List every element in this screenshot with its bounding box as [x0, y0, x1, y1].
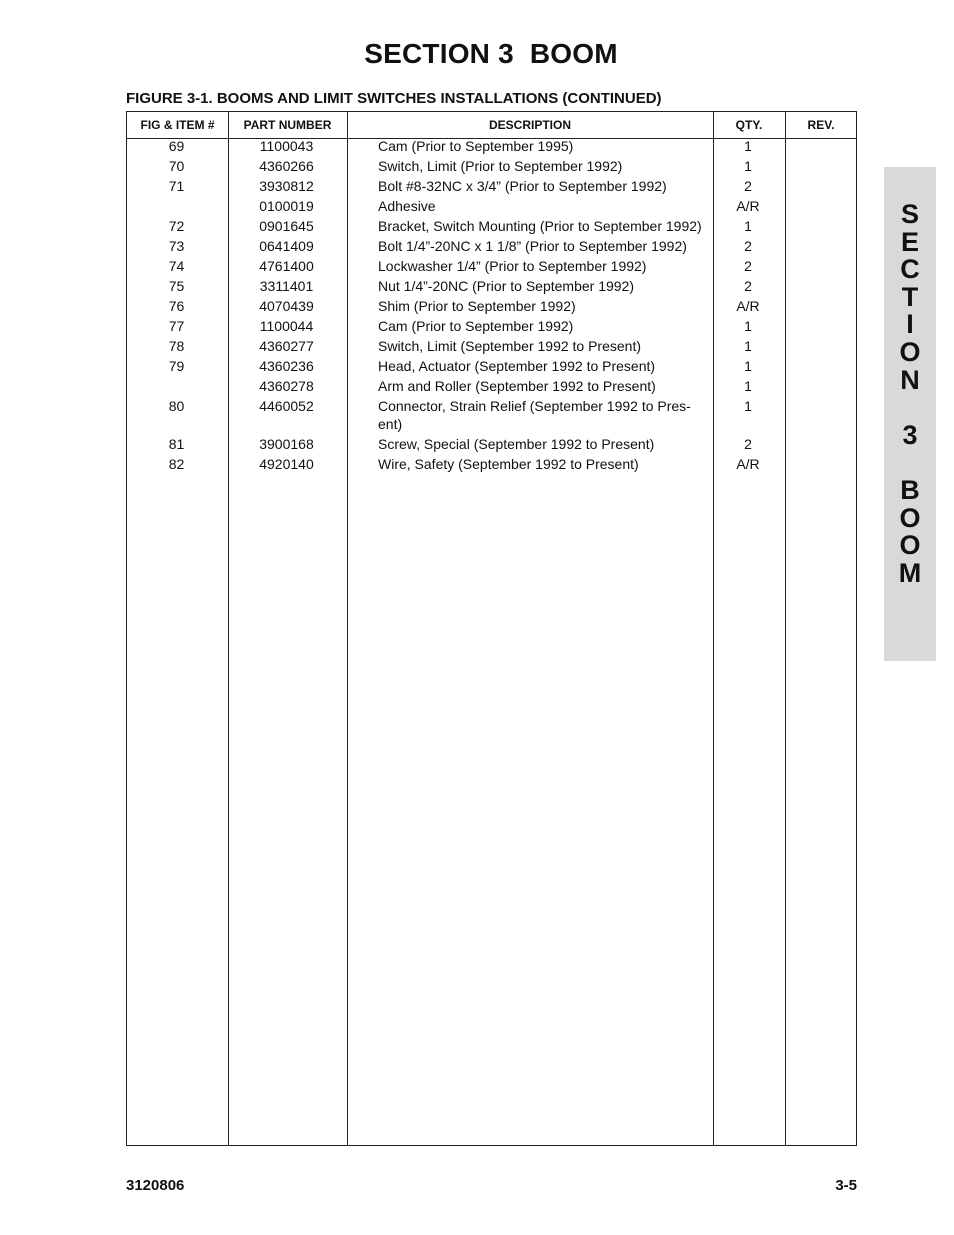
side-tab-letter: T	[901, 281, 919, 312]
quantity: 2	[744, 436, 752, 452]
part-number: 4761400	[259, 258, 314, 274]
side-tab-letter: 3	[902, 419, 918, 450]
table-row	[0, 156, 857, 176]
description: Shim (Prior to September 1992)	[378, 298, 576, 314]
description: Bracket, Switch Mounting (Prior to September 1992)	[378, 218, 702, 234]
description: Arm and Roller (September 1992 to Present)	[378, 378, 656, 394]
quantity: 2	[744, 258, 752, 274]
table-row	[0, 256, 857, 276]
section-side-tab	[884, 167, 936, 661]
side-tab-letter: N	[900, 364, 920, 395]
section-title	[0, 38, 954, 70]
page-number: 3-5	[835, 1177, 857, 1194]
item-number: 76	[168, 298, 185, 314]
description: Bolt 1/4”-20NC x 1 1/8” (Prior to September 1992)	[378, 238, 687, 254]
item-number: 70	[168, 158, 185, 174]
side-tab-letters	[884, 201, 936, 587]
side-tab-letter: E	[900, 226, 919, 257]
part-number: 0641409	[259, 238, 314, 254]
quantity: 1	[744, 318, 752, 334]
header-part-number: PART NUMBER	[243, 118, 332, 132]
table-row	[0, 236, 857, 256]
quantity: A/R	[736, 456, 760, 472]
item-number: 80	[168, 398, 185, 414]
description: Cam (Prior to September 1995)	[378, 138, 574, 154]
header-description: DESCRIPTION	[488, 118, 571, 132]
item-number: 74	[168, 258, 185, 274]
quantity: 2	[744, 278, 752, 294]
description: Screw, Special (September 1992 to Present)	[378, 436, 655, 452]
description: Bolt #8-32NC x 3/4” (Prior to September 1992)	[378, 178, 667, 194]
side-tab-letter: M	[898, 557, 922, 588]
item-number: 75	[168, 278, 185, 294]
table-row	[0, 316, 857, 336]
quantity: 2	[744, 238, 752, 254]
part-number: 1100043	[259, 138, 314, 154]
part-number: 4360236	[259, 358, 314, 374]
table-row	[0, 434, 857, 454]
table-row	[0, 454, 857, 474]
part-number: 3930812	[259, 178, 314, 194]
quantity: 1	[744, 378, 752, 394]
item-number: 77	[168, 318, 185, 334]
side-tab-letter: O	[899, 530, 921, 561]
part-number: 0901645	[259, 218, 314, 234]
description: Head, Actuator (September 1992 to Present)	[378, 358, 656, 374]
description: Switch, Limit (Prior to September 1992)	[378, 158, 623, 174]
table-row	[0, 176, 857, 196]
description: Wire, Safety (September 1992 to Present)	[378, 456, 639, 472]
part-number: 3900168	[259, 436, 314, 452]
table-body	[0, 136, 857, 474]
side-tab-letter: C	[900, 254, 920, 285]
side-tab-letter: B	[900, 474, 920, 505]
table-row	[0, 276, 857, 296]
table-row	[0, 356, 857, 376]
item-number: 78	[168, 338, 185, 354]
quantity: 1	[744, 218, 752, 234]
table-row	[0, 196, 857, 216]
part-number: 4460052	[259, 398, 314, 414]
part-number: 3311401	[259, 278, 314, 294]
quantity: 1	[744, 138, 752, 154]
part-number: 4920140	[259, 456, 314, 472]
table-row	[0, 336, 857, 356]
quantity: 1	[744, 158, 752, 174]
description: Adhesive	[378, 198, 436, 214]
table-row	[0, 216, 857, 236]
part-number: 4360266	[259, 158, 314, 174]
quantity: 1	[744, 358, 752, 374]
item-number: 81	[168, 436, 185, 452]
item-number: 72	[168, 218, 185, 234]
side-tab-letter	[884, 394, 936, 422]
part-number: 4360278	[259, 378, 314, 394]
part-number: 4070439	[259, 298, 314, 314]
part-number: 4360277	[259, 338, 314, 354]
side-tab-letter	[884, 449, 936, 477]
item-number: 82	[168, 456, 185, 472]
header-rev: REV.	[807, 118, 835, 132]
side-tab-letter: S	[900, 199, 919, 229]
quantity: 1	[744, 398, 752, 414]
document-number: 3120806	[126, 1177, 185, 1194]
item-number: 79	[168, 358, 185, 374]
quantity: 2	[744, 178, 752, 194]
quantity: A/R	[736, 198, 760, 214]
description: Lockwasher 1/4” (Prior to September 1992)	[378, 258, 647, 274]
table-row	[0, 376, 857, 396]
quantity: 1	[744, 338, 752, 354]
header-item: FIG & ITEM #	[140, 118, 215, 132]
item-number: 71	[168, 178, 185, 194]
part-number: 0100019	[259, 198, 314, 214]
side-tab-letter: I	[906, 309, 914, 340]
side-tab-letter: O	[899, 502, 921, 533]
section-title-name: BOOM	[529, 38, 618, 69]
table-row	[0, 396, 857, 434]
part-number: 1100044	[259, 318, 314, 334]
figure-title: FIGURE 3-1. BOOMS AND LIMIT SWITCHES INSTALLATIONS (CONTINUED)	[126, 90, 662, 107]
description: Nut 1/4”-20NC (Prior to September 1992)	[378, 278, 634, 294]
item-number: 73	[168, 238, 185, 254]
side-tab-letter: O	[899, 336, 921, 367]
quantity: A/R	[736, 298, 760, 314]
description: Switch, Limit (September 1992 to Present)	[378, 338, 642, 354]
table-row	[0, 296, 857, 316]
header-qty: QTY.	[735, 118, 763, 132]
table-row	[0, 136, 857, 156]
description: Connector, Strain Relief (September 1992 to Pres-ent)	[378, 398, 691, 432]
section-title-number: SECTION 3	[364, 38, 514, 69]
description: Cam (Prior to September 1992)	[378, 318, 574, 334]
item-number: 69	[168, 138, 185, 154]
